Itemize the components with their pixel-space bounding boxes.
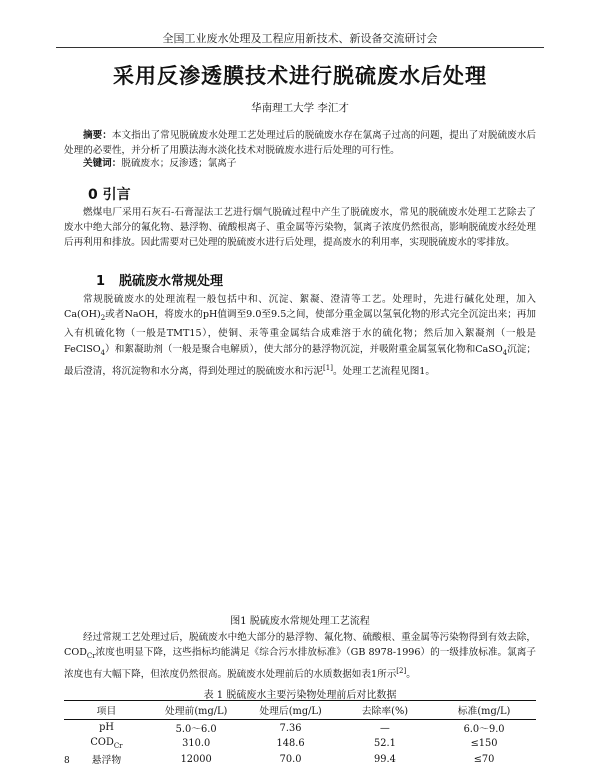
cell-item <box>64 720 149 737</box>
cell-item <box>64 736 149 751</box>
cell-before: 310.0 <box>182 738 211 749</box>
section-number: 1 <box>96 274 106 289</box>
r-text-b: 浓度也明显下降，这些指标均能满足《综合污水排放标准》（GB 8978-1996）的一级排放标准。氯离子浓度也有大幅下降，但浓度仍然很高。脱硫废水处理前后的水质数据如表1所示 <box>64 647 536 681</box>
s1-text-c: ）和絮凝助剂（一般是聚合电解质），使大部分的悬浮物沉淀，并吸附重金属氢氧化物和CaSO <box>105 343 503 355</box>
col-standard: 标准(mg/L) <box>432 701 536 720</box>
table-row <box>64 751 536 769</box>
section1-paragraph <box>64 292 536 379</box>
s1-ref: [1] <box>323 363 333 372</box>
item-sub: Cr <box>113 741 123 750</box>
col-item: 项目 <box>64 701 149 720</box>
item-text: COD <box>90 737 114 749</box>
s1-sub-a: 2 <box>100 314 106 323</box>
table-header-row <box>64 701 536 720</box>
pollutant-table <box>64 700 536 769</box>
s1-text-e: 。处理工艺流程见图1。 <box>332 365 435 377</box>
section-heading-intro: 0 引言 <box>88 187 131 203</box>
results-paragraph <box>64 630 536 683</box>
author-line: 华南理工大学 李汇才 <box>251 102 349 114</box>
r-text-a: 经过常规工艺处理过后，脱硫废水中绝大部分的悬浮物、氟化物、硫酸根、重金属等污染物得到有效去除，COD <box>64 632 536 659</box>
s1-text-d: 沉淀；最后澄清，将沉淀物和水分离，得到处理过的脱硫废水和污泥 <box>64 343 537 377</box>
r-sub-a: Cr <box>86 652 96 661</box>
figure-caption: 图1 脱硫废水常规处理工艺流程 <box>230 616 370 627</box>
keywords <box>64 156 536 171</box>
r-text-c: 。 <box>406 669 416 681</box>
cell-after: 70.0 <box>279 754 302 766</box>
col-before: 处理前(mg/L) <box>149 701 243 720</box>
table-row <box>64 720 536 737</box>
col-rate: 去除率(%) <box>338 701 432 720</box>
header-rule <box>56 47 544 48</box>
cell-after: 148.6 <box>276 738 305 749</box>
section-heading-1 <box>96 270 223 289</box>
s1-sub-c: 4 <box>502 348 508 357</box>
cell-standard: 6.0～9.0 <box>463 724 505 735</box>
col-after: 处理后(mg/L) <box>243 701 337 720</box>
section-title: 脱硫废水常规处理 <box>119 274 224 289</box>
s1-text-a: 常规脱硫废水的处理流程一般包括中和、沉淀、絮凝、澄清等工艺。处理时，先进行碱化处理，加入Ca(OH) <box>64 294 536 321</box>
item-text: pH <box>99 721 114 733</box>
running-header: 全国工业废水处理及工程应用新技术、新设备交流研讨会 <box>162 32 438 45</box>
cell-standard: ≤70 <box>473 754 495 766</box>
cell-rate: — <box>380 722 390 734</box>
s1-sub-b: 4 <box>100 348 106 357</box>
cell-item <box>64 751 149 769</box>
abstract-label: 摘要： <box>83 130 112 141</box>
keywords-text: 脱硫废水；反渗透；氯离子 <box>121 158 237 169</box>
abstract-text: 本文指出了常见脱硫废水处理工艺处理过后的脱硫废水存在氯离子过高的问题，提出了对脱硫废水后处理的必要性，并分析了用膜法海水淡化技术对脱硫废水进行后处理的可行性。 <box>64 130 537 157</box>
page-number: 8 <box>64 756 70 766</box>
cell-rate: 52.1 <box>374 738 396 749</box>
keywords-label: 关键词： <box>83 158 122 169</box>
abstract <box>64 128 536 158</box>
item-text: 悬浮物 <box>91 755 122 766</box>
paper-title: 采用反渗透膜技术进行脱硫废水后处理 <box>113 64 487 88</box>
intro-paragraph: 燃煤电厂采用石灰石-石膏湿法工艺进行烟气脱硫过程中产生了脱硫废水，常见的脱硫废水处理工艺除去了废水中绝大部分的氟化物、悬浮物、硫酸根离子、重金属等污染物，氯离子浓度仍然很高，影响脱硫废水经处理后再利用和排放。因此需要对已处理的脱硫废水进行后处理，提高废水的利用率，实现脱硫废水的零排放。 <box>64 207 536 249</box>
r-ref: [2] <box>396 667 407 676</box>
cell-standard: ≤150 <box>470 738 498 749</box>
cell-before: 5.0～6.0 <box>175 724 217 735</box>
s1-text-b: 或者NaOH，将废水的pH值调至9.0至9.5之间，使部分重金属以氢氧化物的形式完全沉淀出来；再加入有机硫化物（一般是TMT15），使铜、汞等重金属结合成难溶于水的硫化物；然后加入絮凝剂（一般是FeClSO <box>64 309 536 355</box>
cell-before: 12000 <box>180 754 212 766</box>
cell-rate: 99.4 <box>374 754 396 766</box>
cell-after: 7.36 <box>279 722 302 734</box>
table-caption: 表 1 脱硫废水主要污染物处理前后对比数据 <box>203 690 397 701</box>
table-row <box>64 736 536 751</box>
